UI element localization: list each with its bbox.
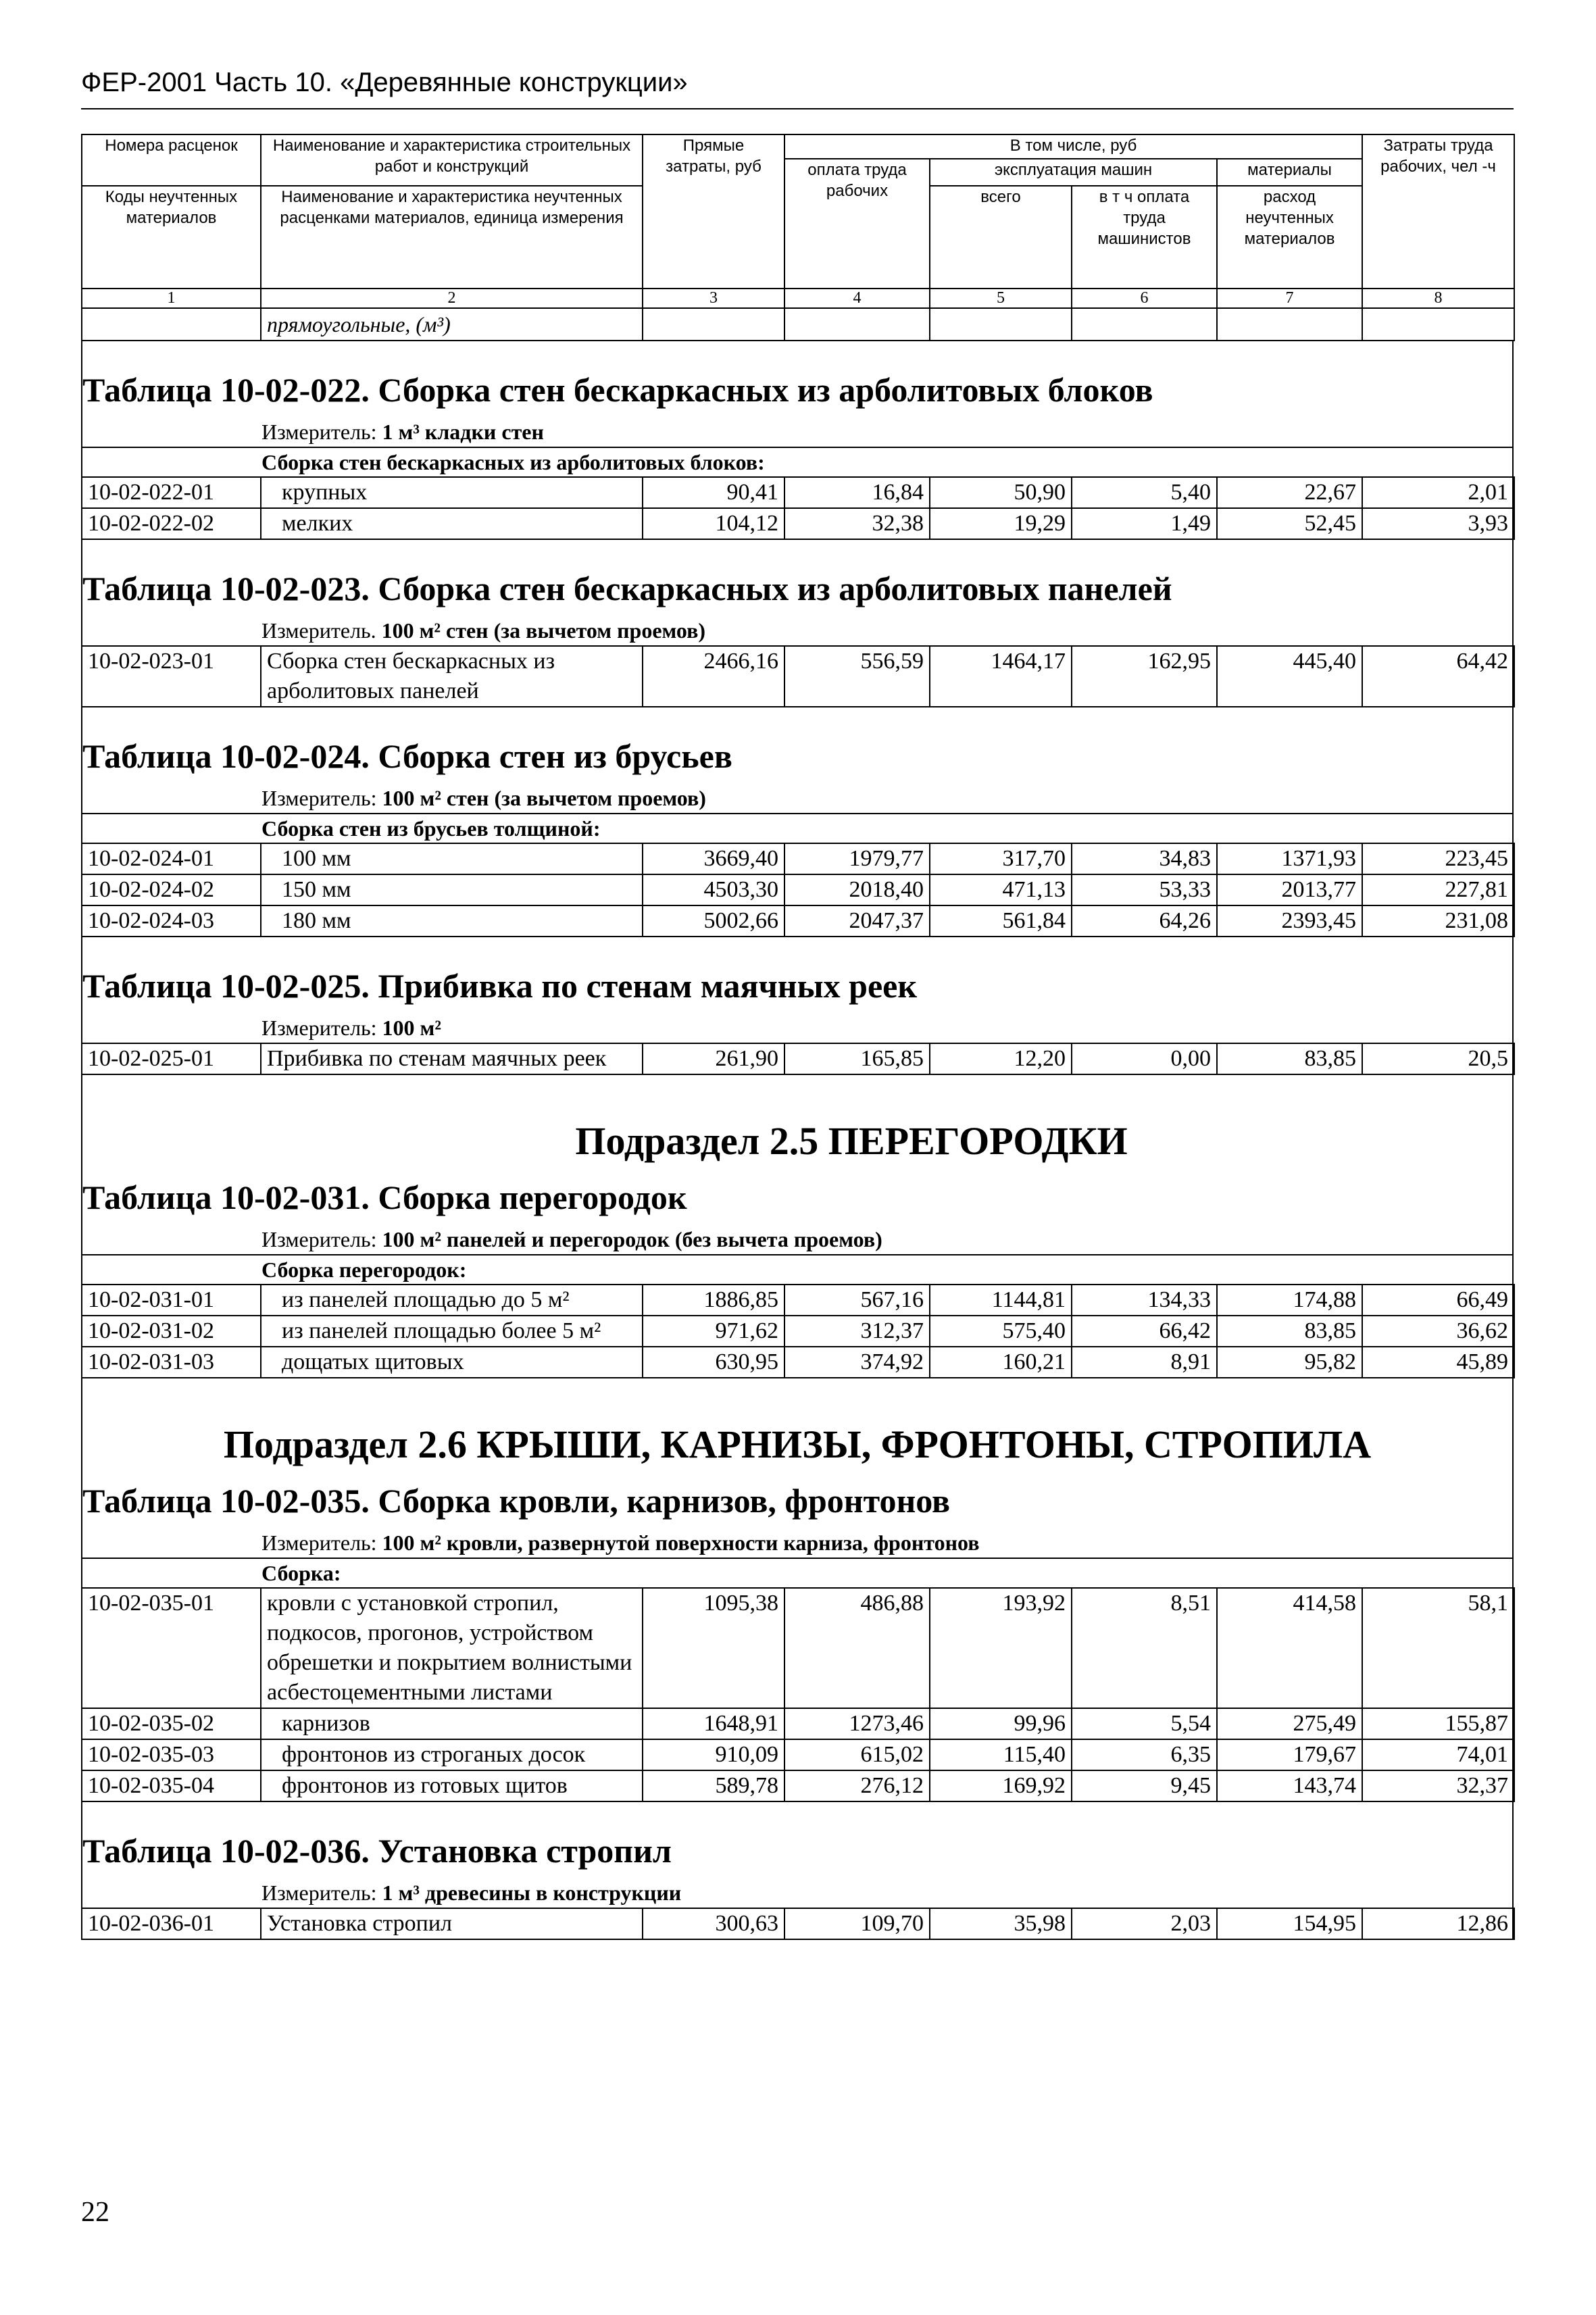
value-cell: 414,58 (1217, 1588, 1362, 1708)
value-cell: 16,84 (784, 477, 930, 508)
meter-unit: 100 м² стен (за вычетом проемов) (381, 618, 706, 643)
table-title: Таблица 10-02-035. Сборка кровли, карнизов, фронтонов (82, 1482, 951, 1520)
rate-code: 10-02-024-02 (82, 874, 261, 905)
value-cell: 99,96 (930, 1708, 1072, 1739)
rates-table (81, 843, 1515, 937)
table-row (82, 905, 1514, 937)
col-header-labor-pay: оплата труда рабочих (784, 159, 930, 289)
meter-label: Измеритель: (261, 1016, 382, 1040)
value-cell: 45,89 (1362, 1347, 1514, 1378)
table-meter (82, 1528, 1512, 1558)
meter-label: Измеритель: (261, 420, 382, 444)
value-cell: 2018,40 (784, 874, 930, 905)
rates-table (81, 645, 1515, 707)
value-cell: 74,01 (1362, 1739, 1514, 1770)
value-cell: 300,63 (643, 1908, 784, 1939)
subsection-heading: Подраздел 2.6 КРЫШИ, КАРНИЗЫ, ФРОНТОНЫ, СТРОПИЛА (223, 1422, 1372, 1466)
table-row (82, 843, 1514, 874)
work-name: из панелей площадью до 5 м² (261, 1285, 643, 1316)
value-cell: 561,84 (930, 905, 1072, 937)
col-header-codes-bottom: Коды неучтенных материалов (82, 186, 261, 289)
meter-unit: 1 м³ кладки стен (382, 420, 544, 444)
value-cell: 556,59 (784, 646, 930, 707)
table-meter (82, 616, 1512, 645)
column-header-table (81, 134, 1515, 341)
value-cell: 1095,38 (643, 1588, 784, 1708)
value-cell: 2393,45 (1217, 905, 1362, 937)
sections-container (81, 341, 1514, 1940)
value-cell: 374,92 (784, 1347, 930, 1378)
work-name: 100 мм (261, 843, 643, 874)
value-cell: 160,21 (930, 1347, 1072, 1378)
value-cell: 445,40 (1217, 646, 1362, 707)
value-cell: 143,74 (1217, 1770, 1362, 1801)
col-header-machines-group: эксплуатация машин (930, 159, 1217, 186)
value-cell: 66,42 (1072, 1316, 1217, 1347)
work-name: дощатых щитовых (261, 1347, 643, 1378)
value-cell: 19,29 (930, 508, 1072, 539)
table-row (82, 1739, 1514, 1770)
value-cell: 8,91 (1072, 1347, 1217, 1378)
rates-table (81, 1043, 1515, 1075)
meter-label: Измеритель: (261, 1227, 382, 1251)
value-cell: 174,88 (1217, 1285, 1362, 1316)
value-cell: 276,12 (784, 1770, 930, 1801)
work-name: мелких (261, 508, 643, 539)
table-title: Таблица 10-02-022. Сборка стен бескаркасных из арболитовых блоков (82, 371, 1153, 409)
rates-table (81, 1908, 1515, 1940)
col-header-materials-group: материалы (1217, 159, 1362, 186)
page-number: 22 (81, 2197, 109, 2228)
value-cell: 32,38 (784, 508, 930, 539)
rate-code: 10-02-035-03 (82, 1739, 261, 1770)
table-row (82, 1316, 1514, 1347)
table-row (82, 646, 1514, 707)
rate-code: 10-02-035-04 (82, 1770, 261, 1801)
value-cell: 1464,17 (930, 646, 1072, 707)
document-sheet (81, 134, 1514, 1940)
table-title: Таблица 10-02-036. Установка стропил (82, 1832, 672, 1870)
value-cell: 5,54 (1072, 1708, 1217, 1739)
col-header-labor-hours: Затраты труда рабочих, чел -ч (1362, 134, 1514, 289)
value-cell: 589,78 (643, 1770, 784, 1801)
value-cell: 52,45 (1217, 508, 1362, 539)
value-cell: 1648,91 (643, 1708, 784, 1739)
table-subheader: Сборка: (82, 1558, 1512, 1587)
meter-label: Измеритель: (261, 786, 382, 810)
value-cell: 1886,85 (643, 1285, 784, 1316)
work-name: крупных (261, 477, 643, 508)
work-name: Прибивка по стенам маячных реек (261, 1043, 643, 1074)
meter-label: Измеритель: (261, 1881, 382, 1905)
value-cell: 35,98 (930, 1908, 1072, 1939)
value-cell: 12,20 (930, 1043, 1072, 1074)
value-cell: 3669,40 (643, 843, 784, 874)
value-cell: 90,41 (643, 477, 784, 508)
value-cell: 83,85 (1217, 1316, 1362, 1347)
table-row (82, 508, 1514, 539)
value-cell: 575,40 (930, 1316, 1072, 1347)
value-cell: 486,88 (784, 1588, 930, 1708)
value-cell: 193,92 (930, 1588, 1072, 1708)
work-name: карнизов (261, 1708, 643, 1739)
value-cell: 6,35 (1072, 1739, 1217, 1770)
rate-code: 10-02-024-03 (82, 905, 261, 937)
table-meter (82, 1013, 1512, 1043)
rate-code: 10-02-024-01 (82, 843, 261, 874)
value-cell: 567,16 (784, 1285, 930, 1316)
rate-code: 10-02-023-01 (82, 646, 261, 707)
value-cell: 154,95 (1217, 1908, 1362, 1939)
meter-unit: 100 м² (382, 1016, 441, 1040)
value-cell: 83,85 (1217, 1043, 1362, 1074)
value-cell: 630,95 (643, 1347, 784, 1378)
table-row (82, 1043, 1514, 1074)
value-cell: 58,1 (1362, 1588, 1514, 1708)
rate-code: 10-02-025-01 (82, 1043, 261, 1074)
rates-table (81, 1284, 1515, 1378)
rate-code: 10-02-035-02 (82, 1708, 261, 1739)
value-cell: 1144,81 (930, 1285, 1072, 1316)
value-cell: 64,26 (1072, 905, 1217, 937)
meter-unit: 100 м² стен (за вычетом проемов) (382, 786, 706, 810)
value-cell: 155,87 (1362, 1708, 1514, 1739)
value-cell: 231,08 (1362, 905, 1514, 937)
value-cell: 50,90 (930, 477, 1072, 508)
col-header-operator-pay: в т ч оплата труда машинистов (1072, 186, 1217, 289)
value-cell: 312,37 (784, 1316, 930, 1347)
header-rule (81, 108, 1514, 109)
rate-code: 10-02-022-01 (82, 477, 261, 508)
value-cell: 115,40 (930, 1739, 1072, 1770)
table-row (82, 1770, 1514, 1801)
value-cell: 275,49 (1217, 1708, 1362, 1739)
work-name: 150 мм (261, 874, 643, 905)
table-subheader: Сборка стен бескаркасных из арболитовых блоков: (82, 447, 1512, 476)
rate-code: 10-02-022-02 (82, 508, 261, 539)
value-cell: 2,01 (1362, 477, 1514, 508)
rate-code: 10-02-031-01 (82, 1285, 261, 1316)
meter-label: Измеритель: (261, 1530, 382, 1555)
table-row (82, 874, 1514, 905)
table-row (82, 1908, 1514, 1939)
table-meter (82, 783, 1512, 813)
col-header-name-top: Наименование и характеристика строительных работ и конструкций (261, 134, 643, 186)
value-cell: 34,83 (1072, 843, 1217, 874)
table-title: Таблица 10-02-031. Сборка перегородок (82, 1178, 687, 1216)
meter-unit: 100 м² кровли, развернутой поверхности карниза, фронтонов (382, 1530, 980, 1555)
value-cell: 261,90 (643, 1043, 784, 1074)
value-cell: 22,67 (1217, 477, 1362, 508)
value-cell: 5,40 (1072, 477, 1217, 508)
table-meter (82, 1878, 1512, 1908)
work-name: фронтонов из готовых щитов (261, 1770, 643, 1801)
table-title: Таблица 10-02-023. Сборка стен бескаркасных из арболитовых панелей (82, 570, 1172, 607)
col-header-incl-group: В том числе, руб (784, 134, 1362, 159)
value-cell: 1371,93 (1217, 843, 1362, 874)
table-row (82, 1347, 1514, 1378)
rate-code: 10-02-031-03 (82, 1347, 261, 1378)
value-cell: 223,45 (1362, 843, 1514, 874)
carry-over-row: прямоугольные, (м³) (82, 308, 1514, 341)
value-cell: 162,95 (1072, 646, 1217, 707)
rates-table (81, 476, 1515, 540)
table-row (82, 1285, 1514, 1316)
value-cell: 615,02 (784, 1739, 930, 1770)
value-cell: 12,86 (1362, 1908, 1514, 1939)
rates-table (81, 1587, 1515, 1802)
rate-code: 10-02-031-02 (82, 1316, 261, 1347)
work-name: из панелей площадью более 5 м² (261, 1316, 643, 1347)
rate-code: 10-02-035-01 (82, 1588, 261, 1708)
meter-unit: 100 м² панелей и перегородок (без вычета проемов) (382, 1227, 882, 1251)
value-cell: 5002,66 (643, 905, 784, 937)
table-meter (82, 1224, 1512, 1254)
value-cell: 1,49 (1072, 508, 1217, 539)
work-name: кровли с установкой стропил, подкосов, прогонов, устройством обрешетки и покрытием волнистыми асбестоцементными листами (261, 1588, 643, 1708)
value-cell: 32,37 (1362, 1770, 1514, 1801)
value-cell: 2047,37 (784, 905, 930, 937)
table-row (82, 1588, 1514, 1708)
table-row (82, 1708, 1514, 1739)
meter-label: Измеритель. (261, 618, 382, 643)
col-header-name-bottom: Наименование и характеристика неучтенных расценками материалов, единица измерения (261, 186, 643, 289)
value-cell: 20,5 (1362, 1043, 1514, 1074)
work-name: 180 мм (261, 905, 643, 937)
column-number-row: 1 2 3 4 5 6 7 8 (82, 289, 1514, 308)
value-cell: 3,93 (1362, 508, 1514, 539)
value-cell: 2,03 (1072, 1908, 1217, 1939)
value-cell: 2013,77 (1217, 874, 1362, 905)
work-name: фронтонов из строганых досок (261, 1739, 643, 1770)
value-cell: 104,12 (643, 508, 784, 539)
value-cell: 0,00 (1072, 1043, 1217, 1074)
table-title: Таблица 10-02-024. Сборка стен из брусьев (82, 737, 732, 775)
value-cell: 2466,16 (643, 646, 784, 707)
work-name: Сборка стен бескаркасных из арболитовых панелей (261, 646, 643, 707)
running-title: ФЕР-2001 Часть 10. «Деревянные конструкции» (81, 68, 688, 97)
value-cell: 165,85 (784, 1043, 930, 1074)
value-cell: 9,45 (1072, 1770, 1217, 1801)
value-cell: 36,62 (1362, 1316, 1514, 1347)
value-cell: 4503,30 (643, 874, 784, 905)
value-cell: 227,81 (1362, 874, 1514, 905)
table-subheader: Сборка стен из брусьев толщиной: (82, 813, 1512, 843)
value-cell: 64,42 (1362, 646, 1514, 707)
table-subheader: Сборка перегородок: (82, 1254, 1512, 1284)
value-cell: 1273,46 (784, 1708, 930, 1739)
subsection-heading: Подраздел 2.5 ПЕРЕГОРОДКИ (575, 1119, 1128, 1163)
value-cell: 109,70 (784, 1908, 930, 1939)
col-header-codes-top: Номера расценок (82, 134, 261, 186)
value-cell: 179,67 (1217, 1739, 1362, 1770)
table-meter (82, 417, 1512, 447)
value-cell: 169,92 (930, 1770, 1072, 1801)
col-header-materials-use: расход неучтенных материалов (1217, 186, 1362, 289)
rate-code: 10-02-036-01 (82, 1908, 261, 1939)
col-header-direct-costs: Прямые затраты, руб (643, 134, 784, 289)
value-cell: 134,33 (1072, 1285, 1217, 1316)
value-cell: 95,82 (1217, 1347, 1362, 1378)
value-cell: 8,51 (1072, 1588, 1217, 1708)
meter-unit: 1 м³ древесины в конструкции (382, 1881, 682, 1905)
value-cell: 66,49 (1362, 1285, 1514, 1316)
col-header-machines-total: всего (930, 186, 1072, 289)
value-cell: 910,09 (643, 1739, 784, 1770)
work-name: Установка стропил (261, 1908, 643, 1939)
value-cell: 1979,77 (784, 843, 930, 874)
value-cell: 53,33 (1072, 874, 1217, 905)
table-row (82, 477, 1514, 508)
table-title: Таблица 10-02-025. Прибивка по стенам маячных реек (82, 967, 918, 1005)
value-cell: 471,13 (930, 874, 1072, 905)
value-cell: 317,70 (930, 843, 1072, 874)
value-cell: 971,62 (643, 1316, 784, 1347)
